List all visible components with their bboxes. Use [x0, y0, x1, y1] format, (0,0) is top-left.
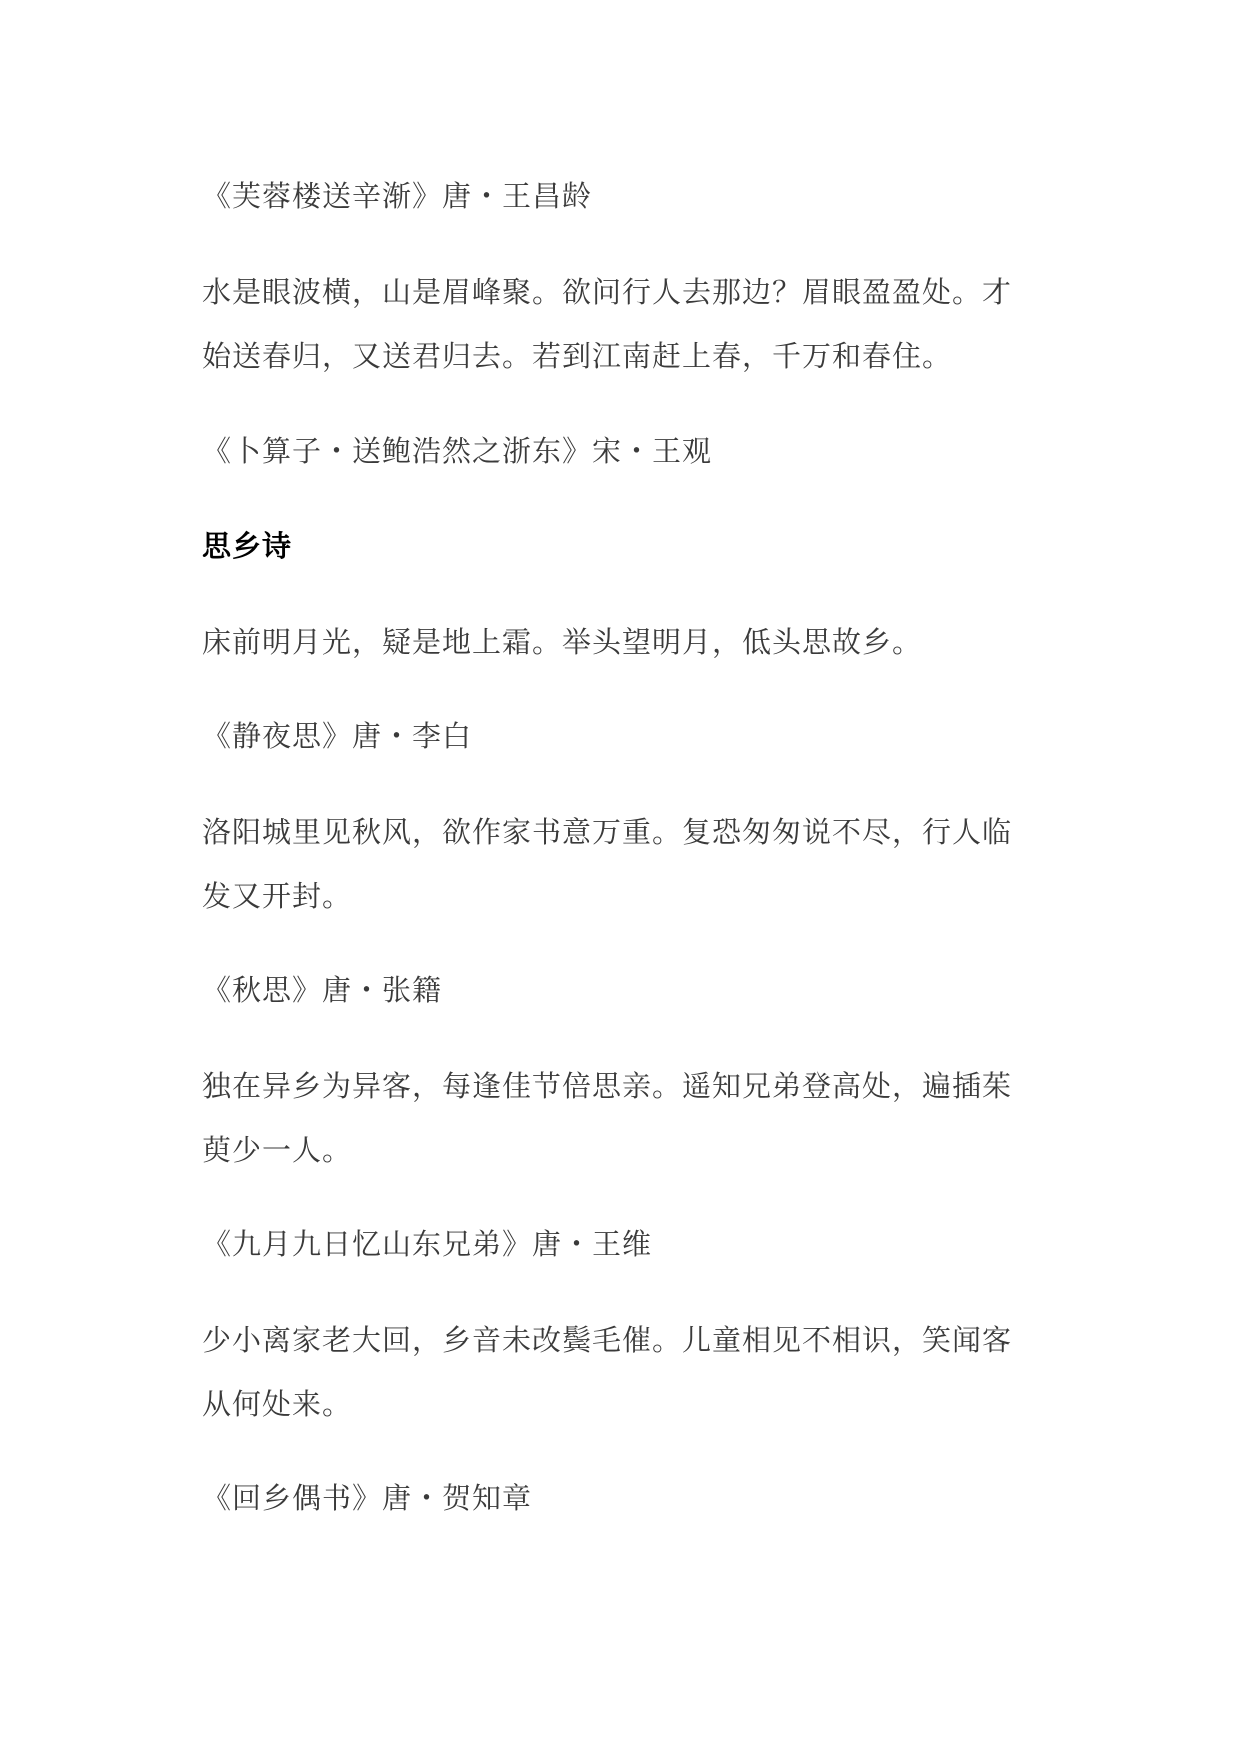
section-heading: 思乡诗 — [202, 529, 293, 563]
poem-attribution: 《芙蓉楼送辛渐》唐・王昌龄 — [202, 179, 593, 213]
poem-attribution: 《秋思》唐・张籍 — [202, 973, 443, 1007]
poem-text-line: 床前明月光，疑是地上霜。举头望明月，低头思故乡。 — [202, 625, 923, 659]
poem-text-line: 发又开封。 — [202, 879, 353, 913]
poem-text-line: 洛阳城里见秋风，欲作家书意万重。复恐匆匆说不尽，行人临 — [202, 815, 1013, 849]
poem-attribution: 《回乡偶书》唐・贺知章 — [202, 1481, 533, 1515]
poem-text-line: 水是眼波横，山是眉峰聚。欲问行人去那边？眉眼盈盈处。才 — [202, 275, 1013, 309]
poem-text-line: 少小离家老大回，乡音未改鬓毛催。儿童相见不相识，笑闻客 — [202, 1323, 1013, 1357]
poem-text-line: 独在异乡为异客，每逢佳节倍思亲。遥知兄弟登高处，遍插茱 — [202, 1069, 1013, 1103]
poem-attribution: 《卜算子・送鲍浩然之浙东》宋・王观 — [202, 434, 713, 468]
poem-text-line: 从何处来。 — [202, 1387, 353, 1421]
poem-text-line: 始送春归，又送君归去。若到江南赶上春，千万和春住。 — [202, 339, 953, 373]
poem-text-line: 萸少一人。 — [202, 1133, 353, 1167]
poem-attribution: 《九月九日忆山东兄弟》唐・王维 — [202, 1227, 653, 1261]
poem-attribution: 《静夜思》唐・李白 — [202, 719, 473, 753]
